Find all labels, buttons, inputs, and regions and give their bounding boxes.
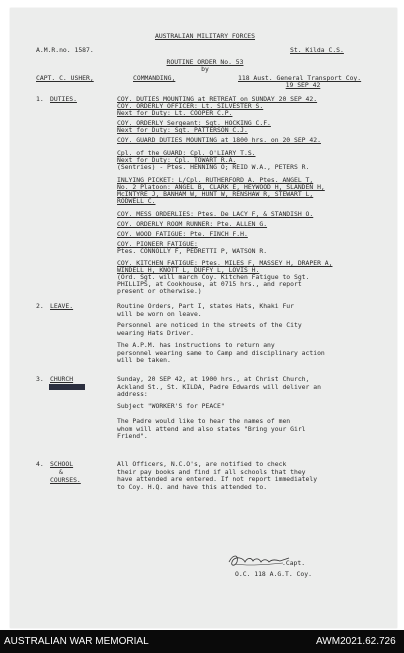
section-4-number: 4. — [36, 460, 44, 468]
duties-line: PHILLIPS, at Cookhouse, at 0715 hrs., and report — [117, 280, 302, 288]
church-subject: Subject "WORKER'S for PEACE" — [117, 402, 225, 410]
section-4-title: SCHOOL — [50, 460, 74, 468]
duties-line: COY. WOOD FATIGUE: Pte. FINCH F.H. — [117, 230, 248, 238]
school-paragraph: All Officers, N.C.O's, are notified to check their pay books and find if all schools that they have attended are entered. If not report immediately to Coy. H.Q. and have this attended to. — [117, 460, 318, 491]
unit-name: 118 Aust. General Transport Coy. — [238, 74, 362, 82]
church-paragraph: The Padre would like to hear the names of men whom will attend and also states "Bring your Girl Friend". — [117, 417, 306, 441]
leave-paragraph: Routine Orders, Part I, states Hats, Khaki Fur will be worn on leave. — [117, 302, 294, 318]
duties-line: present or otherwise.) — [117, 287, 202, 295]
section-1-title: DUTIES. — [50, 95, 77, 103]
section-2-number: 2. — [36, 302, 44, 310]
section-3-number: 3. — [36, 375, 44, 383]
church-paragraph: Sunday, 20 SEP 42, at 1900 hrs., at Christ Church, Ackland St., St. KILDA, Padre Edwards will deliver an address: — [117, 375, 321, 399]
duties-line: COY. ORDERLY OFFICER: Lt. SILVESTER S. — [117, 102, 264, 110]
duties-line: COY. GUARD DUTIES MOUNTING at 1800 hrs. on 20 SEP 42. — [117, 136, 321, 144]
order-title: ROUTINE ORDER No. 53 — [166, 58, 244, 66]
section-3-title: CHURCH — [50, 375, 74, 383]
duties-line: COY. PIONEER FATIGUE: — [117, 240, 198, 248]
leave-paragraph: Personnel are noticed in the streets of the City wearing Hats Driver. — [117, 321, 302, 337]
footer-source: AUSTRALIAN WAR MEMORIAL — [4, 636, 149, 647]
leave-paragraph: The A.P.M. has instructions to return any personnel wearing same to Camp and disciplinary action will be taken. — [117, 341, 325, 365]
duties-line: Ptes. CONNOLLY F, PEDRETTI P, WATSON R. — [117, 247, 268, 255]
commanding-label: COMMANDING, — [133, 74, 176, 82]
section-2-title: LEAVE. — [50, 302, 74, 310]
location: St. Kilda C.S. — [290, 46, 344, 54]
order-by: by — [201, 65, 209, 73]
duties-line: No. 2 Platoon: ANGEL B, CLARK E, HEYWOOD H, SLANDEN H, — [117, 183, 325, 191]
duties-line: COY. MESS ORDERLIES: Ptes. De LACY F, & STANDISH O. — [117, 210, 314, 218]
duties-line: (Sentries) - Ptes. HENNING O; REID W.A., PETERS R. — [117, 163, 310, 171]
duties-line: McINTYRE J, BANHAM W, HUNT W, RENSHAW R, STEWART L, — [117, 190, 314, 198]
duties-line: (Ord. Sgt. will march Coy. Kitchen Fatigue to Sgt. — [117, 273, 310, 281]
duties-line: Next for Duty: Cpl. TOWART R.A. — [117, 156, 237, 164]
commanding-officer: CAPT. C. USHER, — [36, 74, 94, 82]
footer-catalog-id: AWM2021.62.726 — [316, 636, 396, 647]
reference-number: A.M.R.no. 1587. — [36, 46, 94, 54]
footer-bar — [0, 630, 404, 653]
duties-line: COY. KITCHEN FATIGUE: Ptes. MILES F, MASSEY H, DRAPER A, — [117, 259, 333, 267]
duties-line: RODWELL C. — [117, 197, 156, 205]
duties-line: COY. DUTIES MOUNTING at RETREAT on SUNDAY 20 SEP 42. — [117, 95, 318, 103]
section-4-title: & — [59, 468, 63, 476]
duties-line: Cpl. of the GUARD: Cpl. O'LIARY T.S. — [117, 149, 256, 157]
duties-line: WINDELL H, KNOTT L, DUFFY L, LOVIS H. — [117, 266, 260, 274]
section-4-title: COURSES. — [50, 476, 81, 484]
signature-rank: .Capt. — [282, 559, 306, 567]
duties-line: COY. ORDERLY Sergeant: Sgt. HOCKING C.F. — [117, 119, 271, 127]
redaction-mark — [49, 384, 85, 390]
duties-line: Next for Duty: Sgt. PATTERSON C.J. — [117, 126, 248, 134]
section-1-number: 1. — [36, 95, 44, 103]
duties-line: Next for Duty: Lt. COOPER C.P. — [117, 109, 233, 117]
duties-line: COY. ORDERLY ROOM RUNNER: Pte. ALLEN G. — [117, 220, 268, 228]
signature-position: O.C. 118 A.G.T. Coy. — [235, 570, 312, 578]
org-heading: AUSTRALIAN MILITARY FORCES — [154, 32, 256, 40]
order-date: 19 SEP 42 — [285, 81, 321, 89]
duties-line: INLYING PICKET: L/Cpl. RUTHERFORD A. Ptes. ANGEL T, — [117, 176, 314, 184]
